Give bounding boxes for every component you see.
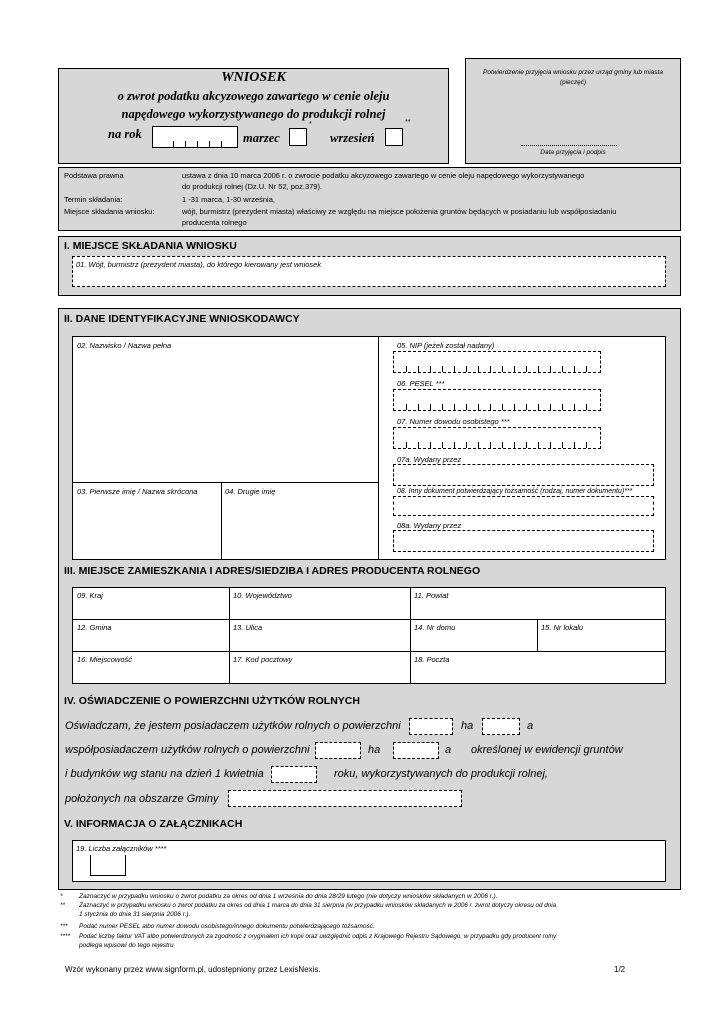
year-input[interactable] [152, 126, 238, 148]
address-hline-2 [72, 651, 666, 652]
address-hline-1 [72, 619, 666, 620]
section-1-heading: I. MIEJSCE SKŁADANIA WNIOSKU [64, 240, 237, 252]
field-16-label[interactable]: 16. Miejscowość [77, 655, 133, 664]
declaration-line-3b: roku, wykorzystywanych do produkcji rolnej, [334, 768, 548, 780]
field-09-label[interactable]: 09. Kraj [77, 591, 103, 600]
legal-basis-label: Podstawa prawna [64, 171, 124, 180]
page-credit: Wzór wykonany przez www.signform.pl, udostępniony przez LexisNexis. [65, 965, 321, 974]
confirmation-stamp: (pieczęć) [559, 79, 587, 86]
field-07a-label: 07a. Wydany przez [397, 455, 462, 464]
declaration-line-3: i budynków wg stanu na dzień 1 kwietnia [65, 768, 264, 780]
field-15-label[interactable]: 15. Nr lokalu [541, 623, 584, 632]
field-14-label[interactable]: 14. Nr domu [414, 623, 456, 632]
section-5-heading: V. INFORMACJA O ZAŁĄCZNIKACH [64, 818, 243, 830]
footnote-4-text: Podać liczbę faktur VAT albo potwierdzonych za zgodność z oryginałem ich kopii oraz uwzględnić odpis z Krajowego Rejestru Sądowego, w przypadku gdy producent rolny [79, 933, 557, 940]
field-11-label[interactable]: 11. Powiat [414, 591, 449, 600]
footnote-2-mark: ** [60, 902, 66, 909]
id-issuer-input[interactable] [393, 464, 654, 486]
nip-input[interactable] [393, 351, 601, 373]
place-value-2: producenta rolnego [182, 218, 247, 227]
legal-basis-value-2: do produkcji rolnej (Dz.U. Nr 52, poz.379). [182, 182, 323, 191]
area-ha-input-2[interactable] [315, 742, 361, 759]
a-label-2: a [445, 744, 452, 756]
field-07-label: 07. Numer dowodu osobistego *** [397, 417, 510, 426]
section-3-heading: III. MIEJSCE ZAMIESZKANIA I ADRES/SIEDZIBA I ADRES PRODUCENTA ROLNEGO [64, 565, 481, 577]
field-08a-label: 08a. Wydany przez [397, 521, 462, 530]
legal-basis-value-1: ustawa z dnia 10 marca 2006 r. o zwrocie podatku akcyzowego zawartego w cenie oleju napędowego wykorzystywanego [182, 171, 585, 180]
march-label: marzec [243, 131, 280, 145]
field-13-label[interactable]: 13. Ulica [233, 623, 263, 632]
declaration-line-2: współposiadaczem użytków rolnych o powierzchni [65, 744, 310, 756]
confirmation-date-sign: Data przyjęcia i podpis [540, 149, 606, 156]
id-number-input[interactable] [393, 427, 601, 449]
september-label: wrzesień [330, 131, 375, 145]
declaration-line-1: Oświadczam, że jestem posiadaczem użytków rolnych o powierzchni [65, 720, 401, 732]
municipality-input[interactable] [72, 256, 666, 287]
identity-hline [72, 482, 379, 483]
field-04-label: 04. Drugie imię [225, 487, 276, 496]
area-a-input-2[interactable] [393, 742, 439, 759]
form-subtitle-1: o zwrot podatku akcyzowego zawartego w cenie oleju [117, 89, 390, 103]
footnote-4-mark: **** [60, 933, 71, 940]
address-vline-3 [537, 619, 538, 651]
ha-label-1: ha [461, 720, 474, 732]
section-4-heading: IV. OŚWIADCZENIE O POWIERZCHNI UŻYTKÓW ROLNYCH [64, 695, 360, 707]
footnote-4b-text: podlega wpisowi do tego rejestru [79, 942, 174, 949]
address-grid [72, 587, 666, 684]
second-name-input[interactable] [222, 498, 377, 559]
field-03-label: 03. Pierwsze imię / Nazwa skrócona [77, 487, 198, 496]
year-label: na rok [108, 127, 142, 141]
surname-input[interactable] [73, 352, 378, 481]
a-label-1: a [527, 720, 534, 732]
area-a-input-1[interactable] [482, 718, 520, 735]
footnote-1-text: Zaznaczyć w przypadku wniosku o zwrot podatku za okres od dnia 1 września do dnia 28/29 lutego (nie dotyczy wniosków składanych w 2006 r.). [79, 893, 498, 900]
pesel-input[interactable] [393, 389, 601, 411]
field-08-label: 08. Inny dokument potwierdzający tożsamość (rodzaj, numer dokumentu)*** [397, 488, 633, 495]
footnote-1-mark: * [60, 893, 63, 900]
field-06-label: 06. PESEL *** [397, 379, 445, 388]
march-checkbox[interactable] [289, 128, 307, 146]
field-18-label[interactable]: 18. Poczta [414, 655, 450, 664]
field-05-label: 05. NIP (jeżeli został nadany) [397, 341, 495, 350]
ha-label-2: ha [368, 744, 381, 756]
declaration-line-4: położonych na obszarze Gminy [65, 793, 219, 805]
deadline-label: Termin składania: [64, 195, 123, 204]
deadline-value: 1 -31 marca, 1-30 września, [182, 195, 275, 204]
footnote-3-mark: *** [60, 923, 68, 930]
september-checkbox[interactable] [385, 128, 403, 146]
attachments-box [72, 840, 666, 882]
field-12-label[interactable]: 12. Gmina [77, 623, 112, 632]
form-title: WNIOSEK [221, 70, 286, 85]
declaration-line-2b: określonej w ewidencji gruntów [471, 744, 623, 756]
address-vline-2 [410, 587, 411, 684]
year-april-input[interactable] [271, 766, 317, 783]
form-subtitle-2: napędowego wykorzystywanego do produkcji rolnej [121, 107, 386, 121]
march-mark: * [309, 121, 312, 128]
field-02-label: 02. Nazwisko / Nazwa pełna [77, 341, 172, 350]
attachments-count-input[interactable] [90, 855, 126, 876]
field-10-label[interactable]: 10. Województwo [233, 591, 292, 600]
first-name-input[interactable] [73, 498, 220, 559]
section-2-heading: II. DANE IDENTYFIKACYJNE WNIOSKODAWCY [64, 313, 300, 325]
other-document-issuer-input[interactable] [393, 530, 654, 552]
footnote-2-text: Zaznaczyć w przypadku wniosku o zwrot podatku za okres od dnia 1 marca do dnia 31 sierpnia (w przypadku wniosków składanych w 2006 r. zwrot dotyczy okresu od dnia [79, 902, 557, 909]
municipality-area-input[interactable] [228, 790, 462, 807]
field-01-label: 01. Wójt, burmistrz (prezydent miasta), do którego kierowany jest wniosek [76, 260, 322, 269]
place-label: Miejsce składania wniosku: [64, 207, 155, 216]
footnote-3-text: Podać numer PESEL albo numer dowodu osobistego/innego dokumentu potwierdzającego tożsamość. [79, 923, 375, 930]
other-document-input[interactable] [393, 496, 654, 516]
page-number: 1/2 [614, 965, 626, 974]
field-17-label[interactable]: 17. Kod pocztowy [233, 655, 293, 664]
area-ha-input-1[interactable] [409, 718, 453, 735]
field-19-label: 19. Liczba załączników **** [76, 844, 167, 853]
signature-line [521, 145, 617, 146]
address-vline-1 [229, 587, 230, 684]
footnote-2b-text: 1 stycznia do dnia 31 sierpnia 2006 r.). [79, 911, 191, 918]
place-value-1: wójt, burmistrz (prezydent miasta) właściwy ze względu na miejsce położenia gruntów będących w posiadaniu lub współposiadaniu [182, 207, 617, 216]
confirmation-title: Potwierdzenie przyjęcia wniosku przez urząd gminy lub miasta [483, 69, 663, 76]
identity-vline [378, 336, 379, 560]
september-mark: ** [405, 119, 411, 126]
